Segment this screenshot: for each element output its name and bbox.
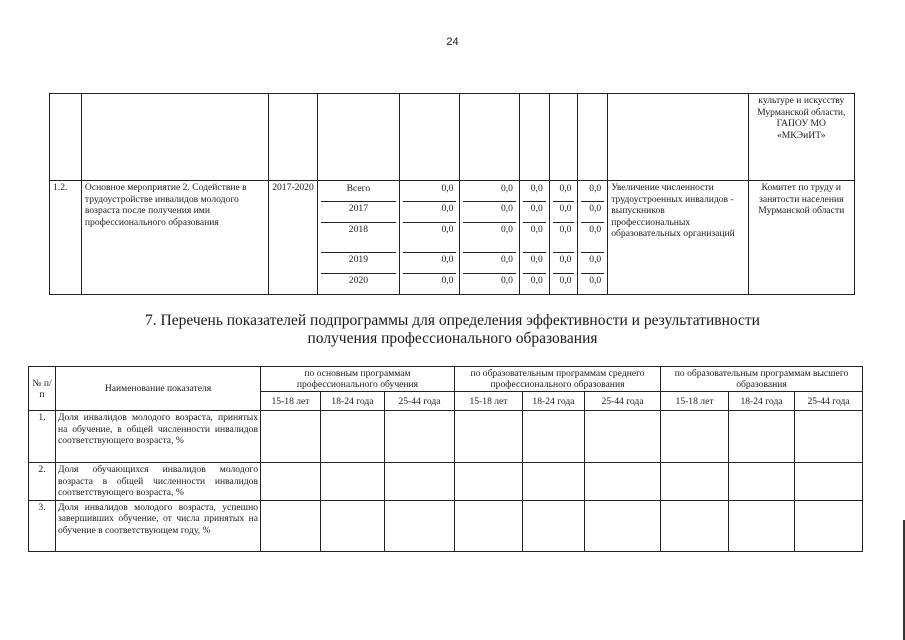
- value: 0,0: [403, 202, 457, 222]
- cell: [317, 94, 399, 181]
- indicator-row: [29, 411, 863, 463]
- age-group-header: 18-24 года: [321, 392, 385, 411]
- age-group-header: 15-18 лет: [261, 392, 321, 411]
- cell: [585, 500, 661, 551]
- cell: [455, 411, 523, 463]
- value: 0,0: [500, 274, 513, 286]
- header-group: по образовательным программам среднего профессионального образования: [455, 367, 661, 392]
- age-group-header: 15-18 лет: [455, 392, 523, 411]
- value: 0,0: [523, 202, 546, 222]
- cell: [729, 500, 795, 551]
- cell: [608, 94, 748, 181]
- value-column: [578, 181, 608, 295]
- indicator-number: 3.: [29, 500, 56, 551]
- value: 0,0: [463, 202, 516, 222]
- cell: [729, 463, 795, 501]
- cell: [269, 94, 318, 181]
- cell: [455, 500, 523, 551]
- measure-number: 1.2.: [50, 181, 82, 295]
- indicator-number: 1.: [29, 411, 56, 463]
- age-group-header: 25-44 года: [385, 392, 455, 411]
- year-label: 2019: [321, 253, 396, 273]
- cell: [321, 463, 385, 501]
- measure-responsible: Комитет по труду и занятости населения Мурманской области: [748, 181, 854, 295]
- cell: [585, 411, 661, 463]
- cell: [321, 500, 385, 551]
- year-label: 2017: [321, 202, 396, 222]
- indicator-name: Доля инвалидов молодого возраста, успешно завершивших обучение, от числа принятых на обучение в соответствующем году, %: [56, 500, 261, 551]
- cell: [519, 94, 549, 181]
- measure-result: Увеличение численности трудоустроенных инвалидов - выпускников профессиональных образовательных организаций: [608, 181, 748, 295]
- value: 0,0: [553, 253, 575, 273]
- value: 0,0: [523, 253, 546, 273]
- section-title-line: получения профессионального образования: [307, 330, 598, 347]
- cell: [729, 411, 795, 463]
- indicator-row: [29, 463, 863, 501]
- indicator-row: [29, 500, 863, 551]
- cell: [385, 500, 455, 551]
- header-num: № п/п: [29, 367, 56, 411]
- cell: [460, 94, 520, 181]
- value: 0,0: [581, 182, 604, 202]
- value-column: [519, 181, 549, 295]
- section-title-line: 7. Перечень показателей подпрограммы для определения эффективности и результативности: [145, 312, 760, 329]
- value: 0,0: [403, 182, 457, 202]
- cell: [261, 411, 321, 463]
- value: 0,0: [581, 202, 604, 222]
- value: 0,0: [553, 202, 575, 222]
- header-group: по образовательным программам высшего образования: [661, 367, 863, 392]
- cell: [81, 94, 268, 181]
- page-number: 24: [446, 36, 459, 48]
- year-label: 2018: [321, 222, 396, 253]
- cell: [795, 463, 863, 501]
- cell: [261, 463, 321, 501]
- cell: [50, 94, 82, 181]
- value: 0,0: [553, 182, 575, 202]
- year-column: [317, 181, 399, 295]
- section-title: [0, 312, 905, 348]
- header-name: Наименование показателя: [56, 367, 261, 411]
- header-group: по основным программам профессионального обучения: [261, 367, 455, 392]
- cell: [578, 94, 608, 181]
- header-row: [29, 367, 863, 392]
- cell: [385, 411, 455, 463]
- indicator-name: Доля инвалидов молодого возраста, принятых на обучение, в общей численности инвалидов соответствующего возраста, %: [56, 411, 261, 463]
- cell: [523, 463, 585, 501]
- cell: [455, 463, 523, 501]
- value: 0,0: [523, 182, 546, 202]
- measure-period: 2017-2020: [269, 181, 318, 295]
- value: 0,0: [581, 253, 604, 273]
- value: 0,0: [463, 222, 516, 253]
- cell: [523, 411, 585, 463]
- cell: [549, 94, 578, 181]
- indicator-number: 2.: [29, 463, 56, 501]
- value: 0,0: [581, 222, 604, 253]
- age-group-header: 25-44 года: [585, 392, 661, 411]
- cell: [661, 411, 729, 463]
- value: 0,0: [553, 222, 575, 253]
- indicators-table: [28, 366, 863, 552]
- year-label: Всего: [321, 182, 396, 202]
- continuation-row: [50, 94, 855, 181]
- cell: [261, 500, 321, 551]
- cell: [795, 411, 863, 463]
- value: 0,0: [463, 182, 516, 202]
- value-column: [399, 181, 460, 295]
- cell: [321, 411, 385, 463]
- cell: [523, 500, 585, 551]
- age-group-header: 18-24 года: [523, 392, 585, 411]
- value-column: [549, 181, 578, 295]
- value: 0,0: [589, 274, 602, 286]
- value: 0,0: [403, 253, 457, 273]
- age-group-header: 18-24 года: [729, 392, 795, 411]
- measure-row: [50, 181, 855, 295]
- cell: [661, 500, 729, 551]
- value: 0,0: [463, 253, 516, 273]
- value: 0,0: [441, 274, 454, 286]
- cell: [399, 94, 460, 181]
- value-column: [460, 181, 520, 295]
- value: 0,0: [403, 222, 457, 253]
- continuation-responsible: культуре и искусству Мурманской области, ГАПОУ МО «МКЭиИТ»: [748, 94, 854, 181]
- cell: [585, 463, 661, 501]
- indicator-name: Доля обучающихся инвалидов молодого возраста в общей численности инвалидов соответствующего возраста, %: [56, 463, 261, 501]
- age-group-header: 25-44 года: [795, 392, 863, 411]
- cell: [385, 463, 455, 501]
- value: 0,0: [523, 222, 546, 253]
- cell: [661, 463, 729, 501]
- value: 0,0: [559, 274, 572, 286]
- cell: [795, 500, 863, 551]
- measure-name: Основное мероприятие 2. Содействие в трудоустройстве инвалидов молодого возраста после получения ими профессионального образования: [81, 181, 268, 295]
- measures-table: [49, 93, 855, 295]
- year-label: 2020: [348, 274, 368, 286]
- age-group-header: 15-18 лет: [661, 392, 729, 411]
- value: 0,0: [530, 274, 543, 286]
